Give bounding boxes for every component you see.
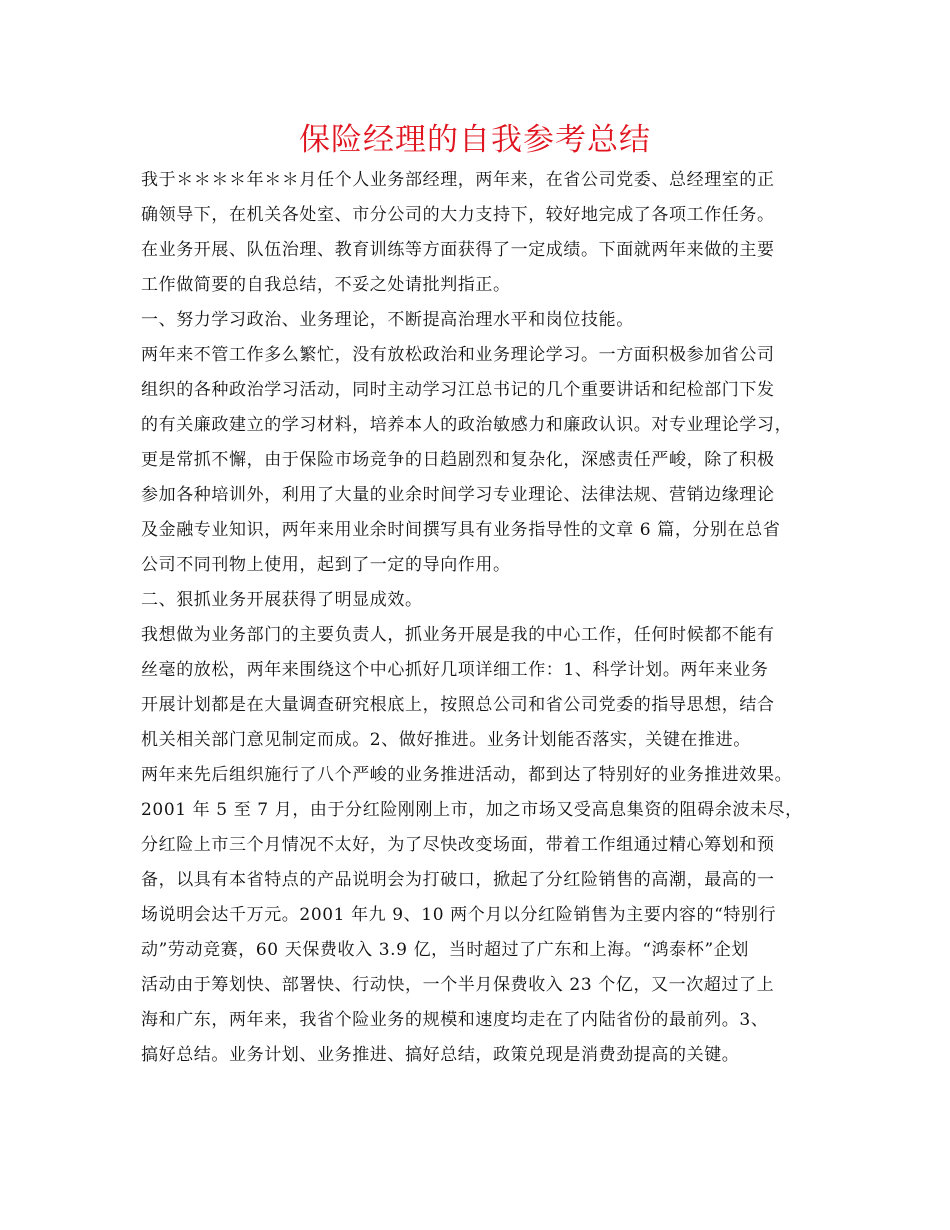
body-line: 动”劳动竞赛，60 天保费收入 3.9 亿，当时超过了广东和上海。“鸿泰杯”企划 bbox=[141, 940, 749, 960]
section-heading-2: 二、狠抓业务开展获得了明显成效。 bbox=[141, 590, 423, 610]
section-heading-1: 一、努力学习政治、业务理论，不断提高治理水平和岗位技能。 bbox=[141, 310, 634, 330]
body-line: 开展计划都是在大量调查研究根底上，按照总公司和省公司党委的指导思想，结合 bbox=[141, 695, 775, 715]
body-line: 公司不同刊物上使用，起到了一定的导向作用。 bbox=[141, 555, 511, 575]
body-line: 及金融专业知识，两年来用业余时间撰写具有业务指导性的文章 6 篇，分别在总省 bbox=[141, 520, 781, 540]
body-line: 我于＊＊＊＊年＊＊月任个人业务部经理，两年来，在省公司党委、总经理室的正 bbox=[141, 170, 775, 190]
body-line: 确领导下，在机关各处室、市分公司的大力支持下，较好地完成了各项工作任务。 bbox=[141, 205, 775, 225]
body-line: 丝毫的放松，两年来围绕这个中心抓好几项详细工作：1、科学计划。两年来业务 bbox=[141, 660, 769, 680]
body-line: 参加各种培训外，利用了大量的业余时间学习专业理论、法律法规、营销边缘理论 bbox=[141, 485, 775, 505]
body-line: 搞好总结。业务计划、业务推进、搞好总结，政策兑现是消费劲提高的关键。 bbox=[141, 1045, 740, 1065]
body-line: 2001 年 5 至 7 月，由于分红险刚刚上市，加之市场又受高息集资的阻碍余波未尽， bbox=[141, 800, 803, 820]
body-line: 备，以具有本省特点的产品说明会为打破口，掀起了分红险销售的高潮，最高的一 bbox=[141, 870, 775, 890]
body-line: 海和广东，两年来，我省个险业务的规模和速度均走在了内陆省份的最前列。3、 bbox=[141, 1010, 769, 1030]
body-line: 我想做为业务部门的主要负责人，抓业务开展是我的中心工作，任何时候都不能有 bbox=[141, 625, 775, 645]
body-line: 组织的各种政治学习活动，同时主动学习江总书记的几个重要讲话和纪检部门下发 bbox=[141, 380, 775, 400]
body-line: 机关相关部门意见制定而成。2、做好推进。业务计划能否落实，关键在推进。 bbox=[141, 730, 751, 750]
body-line: 更是常抓不懈，由于保险市场竞争的日趋剧烈和复杂化，深感责任严峻，除了积极 bbox=[141, 450, 775, 470]
body-line: 两年来不管工作多么繁忙，没有放松政治和业务理论学习。一方面积极参加省公司 bbox=[141, 345, 775, 365]
body-line: 分红险上市三个月情况不太好，为了尽快改变场面，带着工作组通过精心筹划和预 bbox=[141, 835, 775, 855]
body-line: 两年来先后组织施行了八个严峻的业务推进活动，都到达了特别好的业务推进效果。 bbox=[141, 765, 793, 785]
body-line: 工作做简要的自我总结，不妥之处请批判指正。 bbox=[141, 275, 511, 295]
body-line: 活动由于筹划快、部署快、行动快，一个半月保费收入 23 个亿，又一次超过了上 bbox=[141, 975, 775, 995]
body-line: 的有关廉政建立的学习材料，培养本人的政治敏感力和廉政认识。对专业理论学习， bbox=[141, 415, 793, 435]
document-body bbox=[141, 163, 831, 1073]
document-title: 保险经理的自我参考总结 bbox=[299, 122, 651, 158]
body-line: 在业务开展、队伍治理、教育训练等方面获得了一定成绩。下面就两年来做的主要 bbox=[141, 240, 775, 260]
body-line: 场说明会达千万元。2001 年九 9、10 两个月以分红险销售为主要内容的“特别行 bbox=[141, 905, 777, 925]
